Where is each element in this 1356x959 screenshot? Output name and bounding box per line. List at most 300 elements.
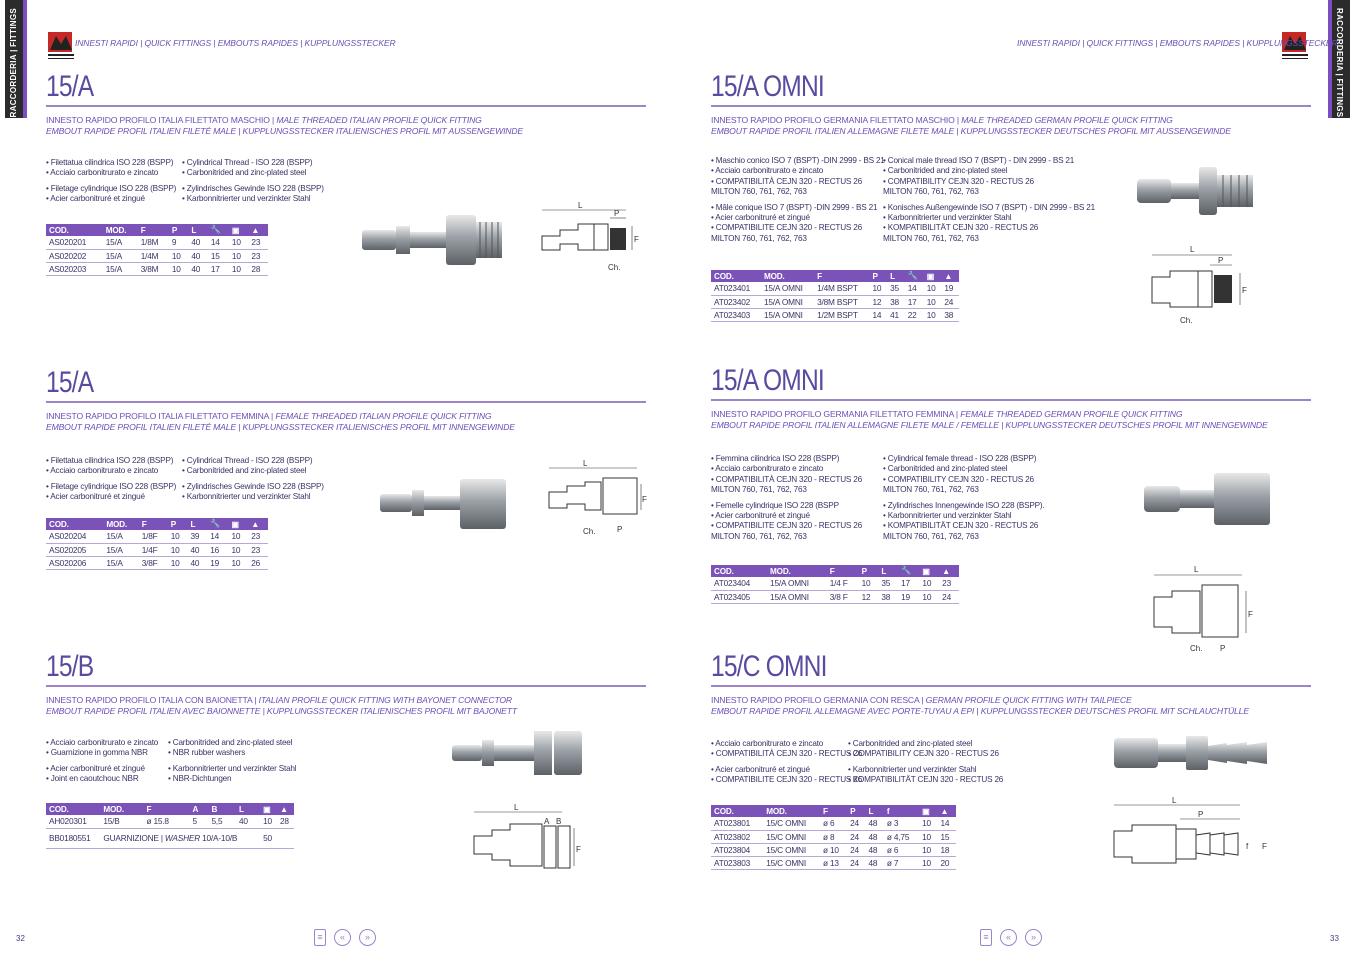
table-cell: 12 <box>869 295 887 308</box>
feature-item: MILTON 760, 761, 762, 763 <box>883 187 979 197</box>
feature-item: • COMPATIBILITÀ CEJN 320 - RECTUS 26 <box>711 474 862 484</box>
table-cell: 15/A OMNI <box>767 577 827 590</box>
table-cell: 14 <box>869 308 887 321</box>
table-cell: 17 <box>905 295 924 308</box>
next-page-icon[interactable]: » <box>359 929 376 946</box>
dim-label-l: L <box>1190 245 1195 254</box>
section-title: 15/A OMNI <box>711 70 824 103</box>
table-cell: ø 4,75 <box>884 830 919 843</box>
table-cell: 14 <box>207 530 228 543</box>
table-cell: 10 <box>919 817 937 830</box>
table-cell: 23 <box>248 543 268 556</box>
column-header: MOD. <box>767 565 827 577</box>
column-header: P <box>168 518 188 530</box>
table-cell: 15/A OMNI <box>761 282 814 295</box>
table-cell: 39 <box>187 530 207 543</box>
table-cell: 24 <box>847 843 865 856</box>
table-cell: 10 <box>168 530 188 543</box>
table-cell: 15/A <box>103 236 138 249</box>
table-cell: 48 <box>866 856 884 869</box>
feature-item: • Acier carbonitruré et zingué <box>46 492 145 502</box>
title-rule <box>711 399 1311 401</box>
feature-item: • Acciaio carbonitrurato e zincato <box>46 168 159 178</box>
feature-item: MILTON 760, 761, 762, 763 <box>711 531 807 541</box>
table-cell: 1/4M <box>138 249 169 262</box>
table-cell: 14 <box>938 817 956 830</box>
section-title: 15/A OMNI <box>711 364 824 397</box>
table-cell: 24 <box>847 830 865 843</box>
column-header: 🔧 <box>905 270 924 282</box>
feature-item: • Joint en caoutchouc NBR <box>46 774 139 784</box>
column-header: COD. <box>46 803 100 815</box>
column-header: COD. <box>46 224 103 236</box>
column-header: ▲ <box>938 805 956 817</box>
table-cell: GUARNIZIONE | WASHER 10/A-10/B <box>100 828 260 848</box>
section-subtitle: INNESTO RAPIDO PROFILO ITALIA FILETTATO MASCHIO | MALE THREADED ITALIAN PROFILE QUICK FITTING EMBOUT RAPIDE PROFIL ITALIEN FILETÉ MALE | KUPPLUNGSSTECKER ITALIENISCHES PROFIL MIT AUSSENGEWINDE <box>46 114 523 136</box>
feature-item: • Carbonitrided and zinc-plated steel <box>848 739 973 748</box>
table-cell: 3/8 F <box>827 590 859 603</box>
table-header-row <box>46 518 268 530</box>
table-cell: 40 <box>188 262 208 275</box>
table-cell: ø 3 <box>884 817 919 830</box>
table-cell: 24 <box>847 856 865 869</box>
column-header: 🔧 <box>208 224 229 236</box>
column-header: L <box>187 518 207 530</box>
feature-item: • NBR rubber washers <box>168 748 246 758</box>
table-cell: AS020202 <box>46 249 103 262</box>
table-row <box>46 530 268 543</box>
column-header: P <box>869 270 887 282</box>
column-header: P <box>847 805 865 817</box>
table-cell: 1/4F <box>139 543 168 556</box>
column-header: ▲ <box>248 224 268 236</box>
page-header-left: INNESTI RAPIDI | QUICK FITTINGS | EMBOUTS RAPIDES | KUPPLUNGSSTECKER <box>75 38 396 48</box>
table-cell: 24 <box>939 590 959 603</box>
features-left <box>46 456 176 503</box>
table-cell: 23 <box>248 236 268 249</box>
section-subtitle: INNESTO RAPIDO PROFILO GERMANIA FILETTATO FEMMINA | FEMALE THREADED GERMAN PROFILE QUICK FITTING EMBOUT RAPIDE PROFIL ITALIEN ALLEMAGNE FILETE MALE / FEMELLE | KUPPLUNGSSTECKER DEUTSCHES PROFIL MIT INNENGEWINDE <box>711 408 1268 430</box>
drawing-omni-male <box>1148 243 1260 329</box>
table-cell: 10 <box>859 577 879 590</box>
table-cell: AT023402 <box>711 295 761 308</box>
dim-label-ch: Ch. <box>1180 316 1193 325</box>
side-tab-left <box>5 0 27 118</box>
table-row <box>46 236 268 249</box>
table-cell: 38 <box>878 590 898 603</box>
feature-item: • COMPATIBILITE CEJN 320 - RECTUS 26 <box>711 223 862 233</box>
features-right <box>168 738 296 785</box>
feature-item: • Carbonitrided and zinc-plated steel <box>883 166 1008 176</box>
product-table <box>711 270 959 322</box>
column-header: MOD. <box>763 805 820 817</box>
table-row <box>711 577 959 590</box>
column-header: L <box>188 224 208 236</box>
dim-label-a: A <box>544 817 550 826</box>
document-icon[interactable]: ≡ <box>314 929 326 946</box>
features-left <box>46 738 158 785</box>
column-header: F <box>827 565 859 577</box>
column-header: F <box>139 518 168 530</box>
section-title: 15/B <box>46 650 94 683</box>
page-nav-left <box>314 929 376 946</box>
table-cell: 15 <box>208 249 229 262</box>
drawing-tailpiece <box>1110 793 1275 873</box>
table-cell: 9 <box>169 236 189 249</box>
drawing-bayonet <box>470 800 590 876</box>
table-cell: 10 <box>229 249 249 262</box>
table-cell: 10 <box>919 843 937 856</box>
feature-item: • COMPATIBILITÀ CEJN 320 - RECTUS 26 <box>711 749 862 759</box>
feature-item: • Acier carbonitruré et zingué <box>711 213 810 223</box>
column-header: P <box>859 565 879 577</box>
features-right <box>848 739 1003 786</box>
table-cell: 15/A OMNI <box>761 295 814 308</box>
table-cell: 23 <box>939 577 959 590</box>
table-cell: 40 <box>236 815 260 828</box>
feature-item: • Carbonitrided and zinc-plated steel <box>883 464 1008 474</box>
table-cell: 48 <box>866 830 884 843</box>
column-header: ▲ <box>277 803 294 815</box>
fitting-photo-tailpiece <box>1112 730 1270 776</box>
table-cell: 28 <box>248 262 268 275</box>
table-cell: 10 <box>919 830 937 843</box>
table-cell: 15/A <box>103 543 138 556</box>
section-15c-omni <box>711 650 1311 718</box>
table-cell: ø 13 <box>820 856 847 869</box>
feature-item: • Carbonitrided and zinc-plated steel <box>168 738 293 747</box>
table-row <box>46 543 268 556</box>
table-cell: ø 8 <box>820 830 847 843</box>
fitting-photo-bayonet <box>450 725 585 781</box>
table-row <box>711 817 956 830</box>
title-rule <box>46 685 646 687</box>
table-cell: 10 <box>228 556 248 569</box>
table-cell: 50 <box>260 828 277 848</box>
feature-item: • Acciaio carbonitrurato e zincato <box>711 464 824 474</box>
table-row <box>711 856 956 869</box>
title-rule <box>46 401 646 403</box>
page-number-left: 32 <box>16 934 25 943</box>
table-cell: AT023405 <box>711 590 767 603</box>
column-header: ▣ <box>228 518 248 530</box>
table-cell: 17 <box>208 262 229 275</box>
document-icon[interactable]: ≡ <box>980 929 992 946</box>
feature-item: • COMPATIBILITY CEJN 320 - RECTUS 26 <box>883 474 1034 484</box>
feature-item: • Femelle cylindrique ISO 228 (BSPP <box>711 500 839 510</box>
section-15a-female <box>46 366 646 434</box>
table-cell: 14 <box>905 282 924 295</box>
section-title: 15/A <box>46 70 94 103</box>
feature-item: • COMPATIBILITY CEJN 320 - RECTUS 26 <box>848 749 999 759</box>
feature-item: • Conical male thread ISO 7 (BSPT) - DIN 2999 - BS 21 <box>883 156 1075 165</box>
table-cell: 24 <box>847 817 865 830</box>
table-cell: 41 <box>887 308 905 321</box>
feature-item: • Karbonnitrierter und verzinkter Stahl <box>883 511 1012 521</box>
table-cell: 22 <box>905 308 924 321</box>
table-cell: 15/A OMNI <box>761 308 814 321</box>
feature-item: • Acciaio carbonitrurato e zincato <box>711 166 824 176</box>
table-cell: 5,5 <box>208 815 235 828</box>
page-nav-right <box>980 929 1042 946</box>
table-cell: AT023803 <box>711 856 763 869</box>
table-cell: AS020204 <box>46 530 103 543</box>
column-header: F <box>138 224 169 236</box>
table-cell: 10 <box>229 236 249 249</box>
feature-item: MILTON 760, 761, 762, 763 <box>711 485 807 495</box>
features-left <box>711 454 862 542</box>
table-cell: 10 <box>168 543 188 556</box>
feature-item: • Karbonnitrierter und verzinkter Stahl <box>182 194 311 204</box>
table-cell: AT023404 <box>711 577 767 590</box>
table-cell: 19 <box>941 282 959 295</box>
table-cell: 10 <box>919 856 937 869</box>
column-header: COD. <box>46 518 103 530</box>
dim-label-b: B <box>556 817 562 826</box>
feature-item: • Zylindrisches Innengewinde ISO 228 (BSPP). <box>883 500 1045 510</box>
table-cell: 23 <box>248 530 268 543</box>
table-cell: 10 <box>919 590 939 603</box>
table-cell: 15/A <box>103 556 138 569</box>
dim-label-p: P <box>1220 644 1226 653</box>
page-number-right: 33 <box>1330 934 1339 943</box>
next-page-icon[interactable]: » <box>1025 929 1042 946</box>
page-header-right: INNESTI RAPIDI | QUICK FITTINGS | EMBOUTS RAPIDES | KUPPLUNGSSTECKER <box>1017 38 1338 48</box>
product-table <box>46 518 268 570</box>
column-header: L <box>866 805 884 817</box>
table-cell: AS020205 <box>46 543 103 556</box>
dim-label-f: F <box>1262 842 1267 851</box>
table-row <box>711 830 956 843</box>
column-header: L <box>236 803 260 815</box>
table-cell: 35 <box>887 282 905 295</box>
table-cell: 15/B <box>100 815 143 828</box>
section-subtitle: INNESTO RAPIDO PROFILO ITALIA CON BAIONETTA | ITALIAN PROFILE QUICK FITTING WITH BAYONET CONNECTOR EMBOUT RAPIDE PROFIL ITALIEN AVEC BAIONNETTE | KUPPLUNGSSTECKER ITALIENISCHES PROFIL MIT BAJONETT <box>46 694 517 716</box>
column-header: COD. <box>711 805 763 817</box>
table-cell: 3/8F <box>139 556 168 569</box>
feature-item: • KOMPATIBILITÄT CEJN 320 - RECTUS 26 <box>848 775 1004 785</box>
table-cell: 28 <box>277 815 294 828</box>
feature-item: • Filetage cylindrique ISO 228 (BSPP) <box>46 183 177 193</box>
feature-item: • Karbonnitrierter und verzinkter Stahl <box>883 213 1012 223</box>
feature-item: MILTON 760, 761, 762, 763 <box>883 233 979 243</box>
side-tab-label: RACCORDERIA | FITTINGS <box>1335 8 1344 118</box>
table-cell: 1/2M BSPT <box>814 308 869 321</box>
table-cell: AT023401 <box>711 282 761 295</box>
column-header: L <box>878 565 898 577</box>
feature-item: • Karbonnitrierter und verzinkter Stahl <box>168 763 297 773</box>
table-row <box>711 590 959 603</box>
column-header: ▲ <box>939 565 959 577</box>
feature-item: • Filettatua cilindrica ISO 228 (BSPP) <box>46 456 174 465</box>
dim-label-p: P <box>1218 256 1224 265</box>
fitting-photo-female <box>378 476 508 532</box>
table-cell: 15/C OMNI <box>763 856 820 869</box>
column-header: ▣ <box>919 565 939 577</box>
side-tab-label: RACCORDERIA | FITTINGS <box>9 8 18 118</box>
feature-item: • Mâle conique ISO 7 (BSPT) -DIN 2999 - BS 21 <box>711 202 878 212</box>
column-header: ▲ <box>941 270 959 282</box>
section-title: 15/C OMNI <box>711 650 827 683</box>
fitting-photo-omni-male <box>1135 165 1255 217</box>
table-cell: BB0180551 <box>46 828 100 848</box>
product-table <box>711 805 956 870</box>
feature-item: • Carbonitrided and zinc-plated steel <box>182 466 307 476</box>
feature-item: • Maschio conico ISO 7 (BSPT) -DIN 2999 - BS 21 <box>711 156 885 165</box>
table-cell: 18 <box>938 843 956 856</box>
table-cell: AT023801 <box>711 817 763 830</box>
table-header-row <box>711 805 956 817</box>
table-cell: 15/A <box>103 249 138 262</box>
dim-label-ch: Ch. <box>583 527 596 536</box>
table-cell <box>277 828 294 848</box>
table-cell: 1/4 F <box>827 577 859 590</box>
dim-label-l: L <box>1172 796 1177 805</box>
section-subtitle: INNESTO RAPIDO PROFILO ITALIA FILETTATO FEMMINA | FEMALE THREADED ITALIAN PROFILE QUICK FITTING EMBOUT RAPIDE PROFIL ITALIEN FILETÉ MALE | KUPPLUNGSSTECKER ITALIENISCHES PROFIL MIT INNENGEWINDE <box>46 410 515 432</box>
table-row <box>711 282 959 295</box>
previous-page-icon[interactable]: « <box>1000 929 1017 946</box>
column-header: ▣ <box>229 224 249 236</box>
table-cell: 15/A OMNI <box>767 590 827 603</box>
feature-item: • Filetage cylindrique ISO 228 (BSPP) <box>46 481 177 491</box>
column-header: f <box>884 805 919 817</box>
feature-item: • Karbonnitrierter und verzinkter Stahl <box>848 764 977 774</box>
dim-label-f: F <box>576 845 581 854</box>
column-header: COD. <box>711 270 761 282</box>
feature-item: • Guarnizione in gomma NBR <box>46 748 148 758</box>
table-cell: 10 <box>919 577 939 590</box>
table-cell: 1/8F <box>139 530 168 543</box>
table-cell: AS020201 <box>46 236 103 249</box>
feature-item: • COMPATIBILITE CEJN 320 - RECTUS 26 <box>711 521 862 531</box>
table-row-washer <box>46 828 294 848</box>
table-cell: 20 <box>938 856 956 869</box>
table-cell: 15/A <box>103 530 138 543</box>
feature-item: • Filettatua cilindrica ISO 228 (BSPP) <box>46 158 174 167</box>
table-cell: 15/A <box>103 262 138 275</box>
column-header: P <box>169 224 189 236</box>
product-table <box>46 224 268 276</box>
table-cell: ø 7 <box>884 856 919 869</box>
dim-label-ch: Ch. <box>608 263 621 272</box>
fitting-photo-omni-female <box>1142 470 1272 528</box>
dim-label-l: L <box>583 459 588 468</box>
section-15b <box>46 650 646 718</box>
table-cell: 10 <box>869 282 887 295</box>
dim-label-f: F <box>634 235 639 244</box>
product-table <box>46 803 294 849</box>
table-cell: 40 <box>187 556 207 569</box>
dim-label-f: F <box>1242 286 1247 295</box>
product-table <box>711 565 959 604</box>
table-row <box>711 295 959 308</box>
side-tab-right <box>1328 0 1350 118</box>
feature-item: • COMPATIBILITY CEJN 320 - RECTUS 26 <box>883 176 1034 186</box>
table-cell: 1/8M <box>138 236 169 249</box>
table-cell: ø 10 <box>820 843 847 856</box>
table-cell: 10 <box>228 543 248 556</box>
section-15a-omni-female <box>711 364 1311 432</box>
table-cell: 19 <box>898 590 919 603</box>
table-cell: 5 <box>189 815 208 828</box>
table-cell: 38 <box>887 295 905 308</box>
table-cell: AS020206 <box>46 556 103 569</box>
section-title: 15/A <box>46 366 94 399</box>
feature-item: • NBR-Dichtungen <box>168 774 232 784</box>
column-header: F <box>143 803 189 815</box>
dim-label-l: L <box>1194 565 1199 574</box>
table-cell: 15/C OMNI <box>763 817 820 830</box>
table-cell: 24 <box>941 295 959 308</box>
column-header: 🔧 <box>207 518 228 530</box>
table-cell: 10 <box>924 295 942 308</box>
table-cell: 15/C OMNI <box>763 830 820 843</box>
section-15a-omni-male <box>711 70 1311 138</box>
dim-label-l: L <box>514 803 519 812</box>
table-cell: 15 <box>938 830 956 843</box>
dim-label-l: L <box>578 201 583 210</box>
section-subtitle: INNESTO RAPIDO PROFILO GERMANIA CON RESCA | GERMAN PROFILE QUICK FITTING WITH TAILPIECE EMBOUT RAPIDE PROFIL ALLEMAGNE AVEC PORTE-TUYAU A EPI | KUPPLUNGSSTECKER DEUTSCHES PROFIL MIT SCHLAUCHTÜLLE <box>711 694 1249 716</box>
dim-label-ch: Ch. <box>1190 644 1203 653</box>
table-cell: AT023802 <box>711 830 763 843</box>
feature-item: • Cylindrical Thread - ISO 228 (BSPP) <box>182 456 313 465</box>
dim-label-p: P <box>614 209 620 218</box>
feature-item: • COMPATIBILITE CEJN 320 - RECTUS 26 <box>711 775 862 785</box>
feature-item: • Zylindrisches Gewinde ISO 228 (BSPP) <box>182 481 324 491</box>
table-cell: 19 <box>207 556 228 569</box>
table-cell: AS020203 <box>46 262 103 275</box>
table-row <box>46 556 268 569</box>
table-cell: 14 <box>208 236 229 249</box>
table-cell: 10 <box>168 556 188 569</box>
title-rule <box>711 685 1311 687</box>
table-cell: 17 <box>898 577 919 590</box>
column-header: F <box>814 270 869 282</box>
table-cell: 40 <box>188 236 208 249</box>
feature-item: MILTON 760, 761, 762, 763 <box>711 187 807 197</box>
dim-label-f: F <box>642 495 647 504</box>
column-header: MOD. <box>103 518 138 530</box>
feature-item: • Femmina cilindrica ISO 228 (BSPP) <box>711 454 840 463</box>
column-header: ▲ <box>248 518 268 530</box>
column-header: ▣ <box>919 805 937 817</box>
table-cell: 40 <box>188 249 208 262</box>
feature-item: • Acciaio carbonitrurato e zincato <box>46 466 159 476</box>
table-cell: 15/C OMNI <box>763 843 820 856</box>
table-header-row <box>711 270 959 282</box>
table-cell: 10 <box>169 249 189 262</box>
table-cell: 23 <box>248 249 268 262</box>
table-cell: 10 <box>924 282 942 295</box>
drawing-male <box>538 200 648 280</box>
drawing-omni-female <box>1150 563 1260 655</box>
column-header: COD. <box>711 565 767 577</box>
column-header: L <box>887 270 905 282</box>
table-cell: 48 <box>866 843 884 856</box>
table-row <box>46 249 268 262</box>
features-left <box>711 156 885 244</box>
table-cell: 35 <box>878 577 898 590</box>
feature-item: • Acciaio carbonitrurato e zincato <box>46 738 159 747</box>
table-cell: 10 <box>228 530 248 543</box>
column-header: MOD. <box>100 803 143 815</box>
table-header-row <box>46 803 294 815</box>
feature-item: • Konisches Außengewinde ISO 7 (BSPT) - DIN 2999 - BS 21 <box>883 202 1095 212</box>
features-left <box>46 158 176 205</box>
previous-page-icon[interactable]: « <box>334 929 351 946</box>
feature-item: • Zylindrisches Gewinde ISO 228 (BSPP) <box>182 183 324 193</box>
table-cell: ø 15.8 <box>143 815 189 828</box>
column-header: ▣ <box>924 270 942 282</box>
